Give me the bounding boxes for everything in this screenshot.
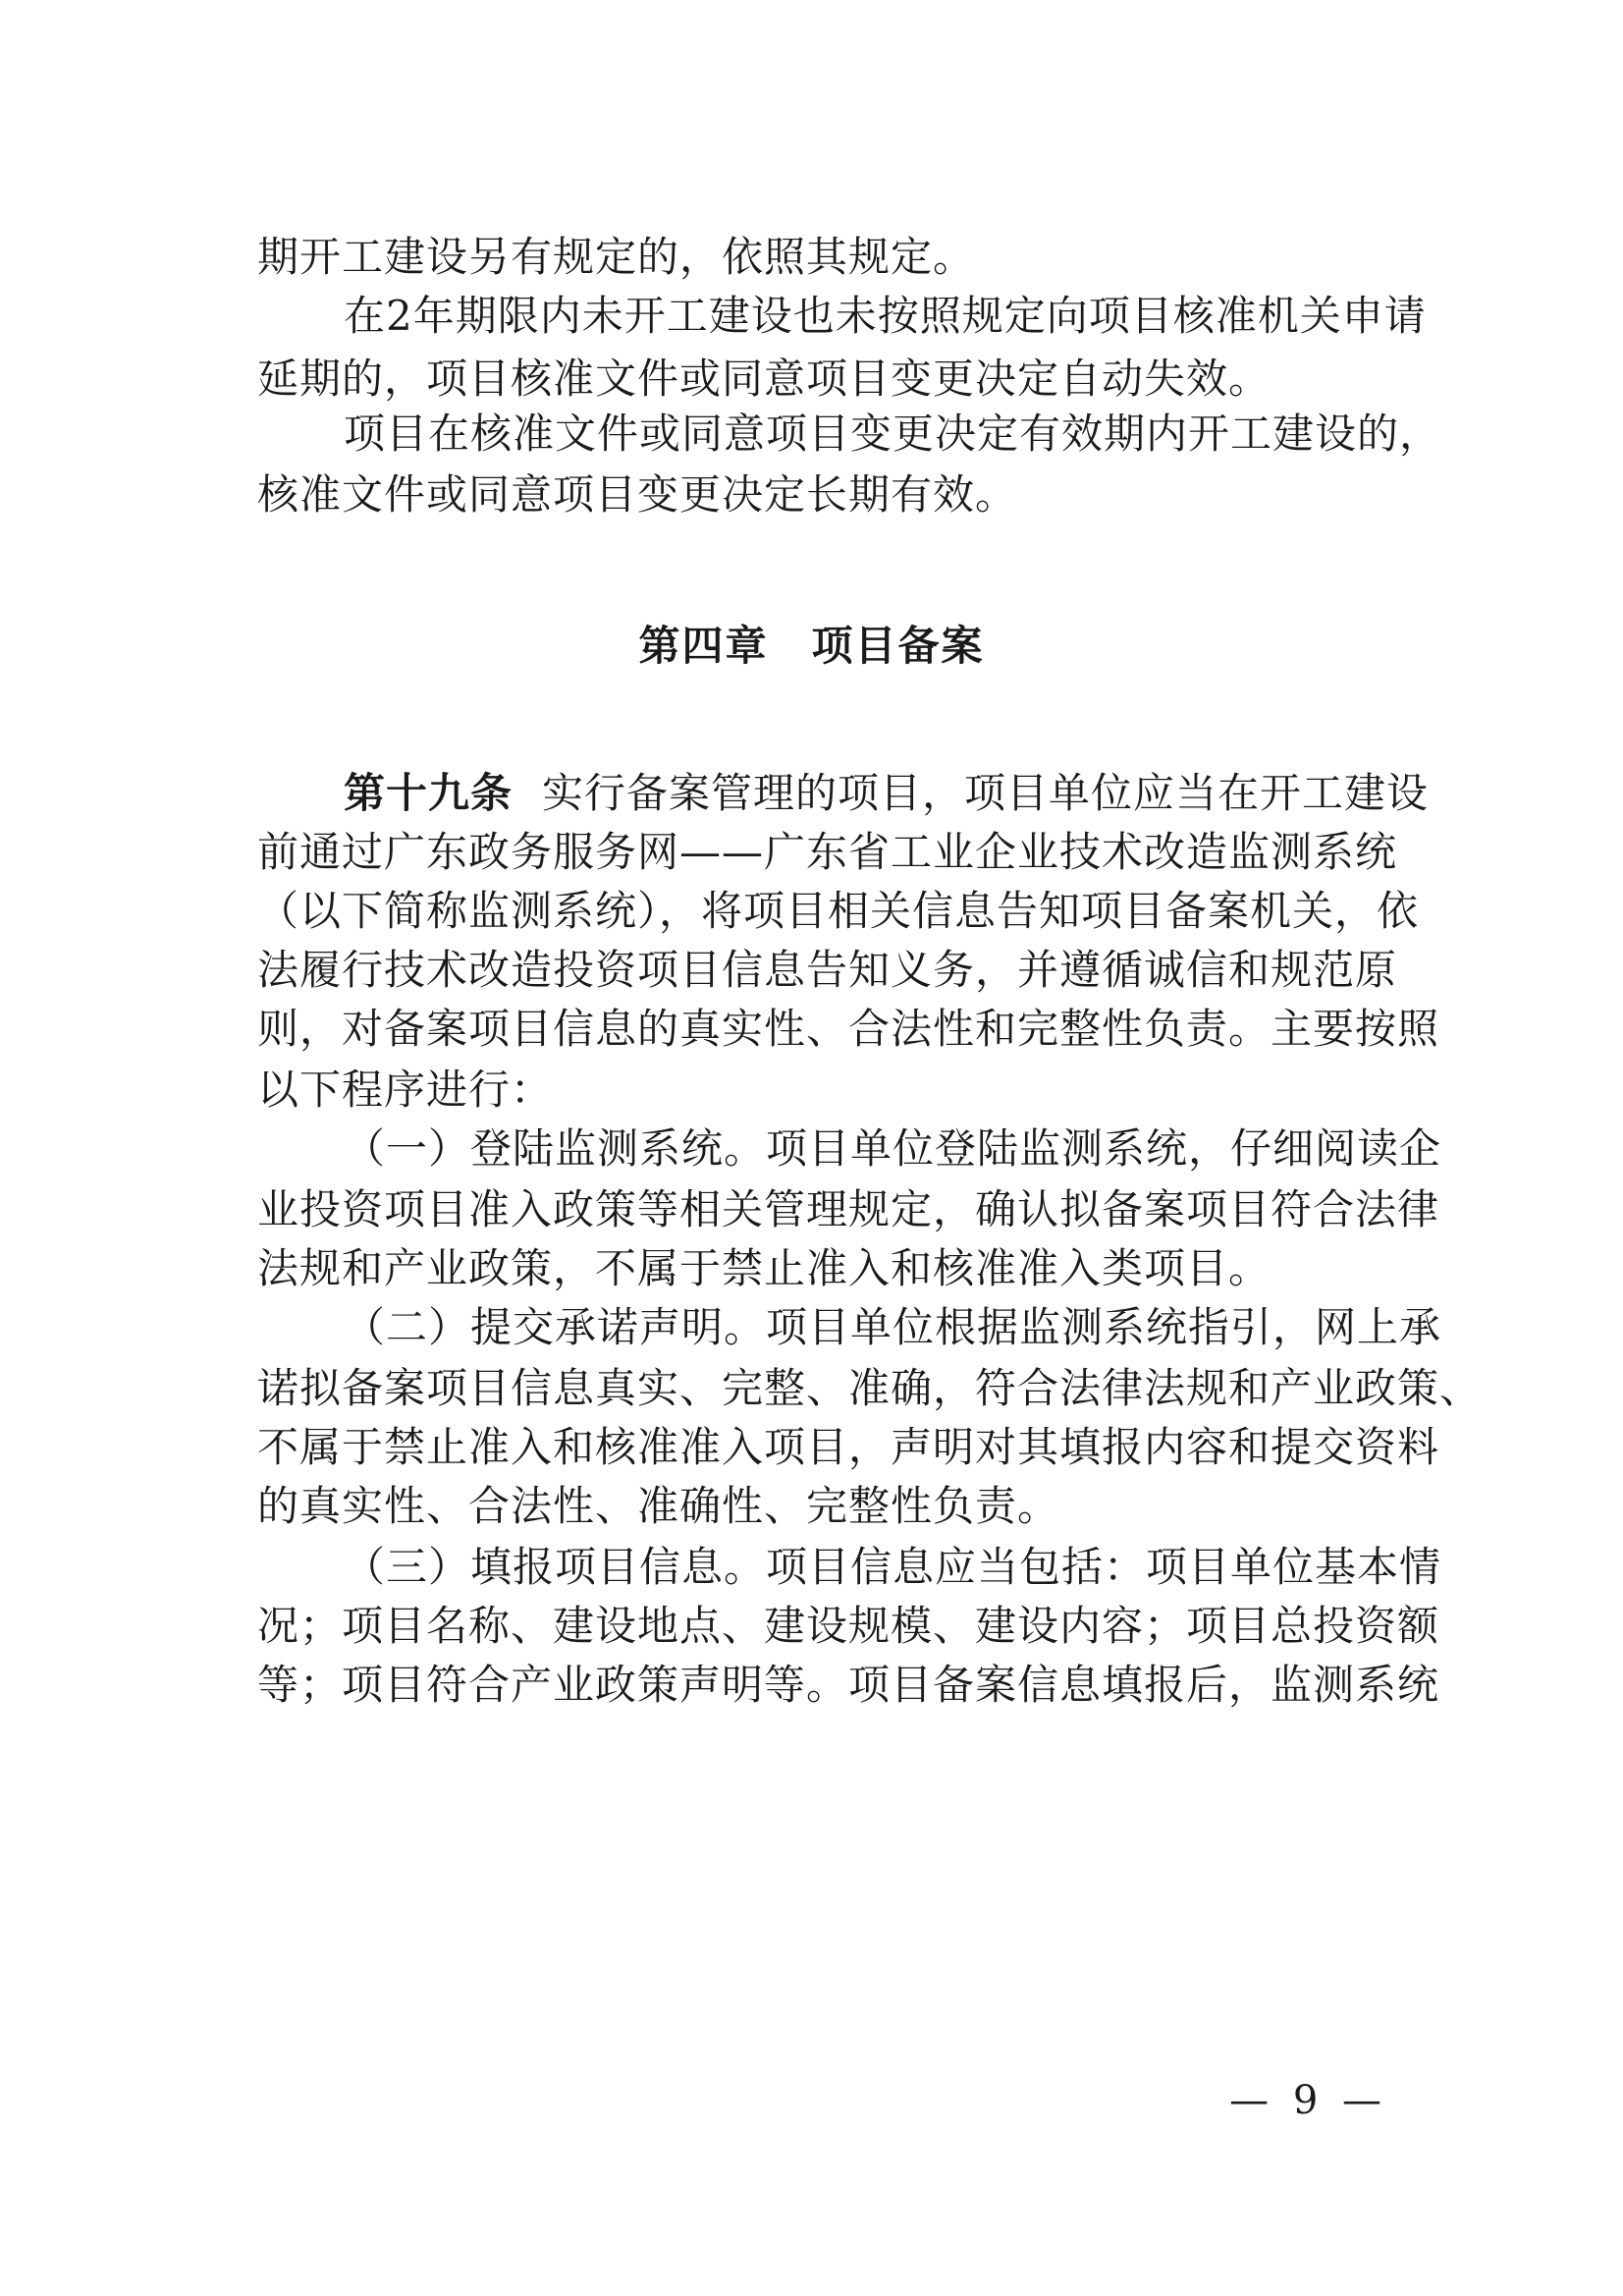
article-19-line-1 [344, 764, 1430, 823]
item-2-line-4: 的真实性、合法性、准确性、完整性负责。 [257, 1482, 1060, 1530]
article-19-line-5: 则，对备案项目信息的真实性、合法性和完整性负责。主要按照 [257, 1005, 1440, 1053]
item-2-line-1: （二）提交承诺声明。项目单位根据监测系统指引，网上承 [344, 1303, 1442, 1351]
chapter-heading: 第四章 项目备案 [638, 622, 985, 670]
article-19-label: 第十九条 [344, 769, 514, 817]
item-1-line-2: 业投资项目准入政策等相关管理规定，确认拟备案项目符合法律 [257, 1185, 1440, 1233]
paragraph-top-line-1: 期开工建设另有规定的，依照其规定。 [257, 233, 976, 281]
item-3-line-3: 等；项目符合产业政策声明等。项目备案信息填报后，监测系统 [257, 1661, 1440, 1709]
paragraph-expiry-line-2: 延期的，项目核准文件或同意项目变更决定自动失效。 [257, 355, 1271, 403]
item-2-line-2: 诺拟备案项目信息真实、完整、准确，符合法律法规和产业政策、 [257, 1364, 1483, 1412]
item-2-line-3: 不属于禁止准入和核准准入项目，声明对其填报内容和提交资料 [257, 1423, 1440, 1471]
article-19-line-1-text: 实行备案管理的项目，项目单位应当在开工建设 [542, 769, 1430, 817]
article-19-line-6: 以下程序进行： [257, 1066, 554, 1114]
item-1-line-3: 法规和产业政策，不属于禁止准入和核准准入类项目。 [257, 1244, 1271, 1292]
paragraph-expiry-line-1: 在2年期限内未开工建设也未按照规定向项目核准机关申请 [344, 292, 1427, 340]
page-number: — 9 — [1229, 2078, 1387, 2123]
article-19-line-3: （以下简称监测系统），将项目相关信息告知项目备案机关，依 [257, 887, 1420, 935]
item-3-line-2: 况；项目名称、建设地点、建设规模、建设内容；项目总投资额 [257, 1602, 1440, 1650]
article-19-line-2: 前通过广东政务服务网——广东省工业企业技术改造监测系统 [257, 828, 1398, 876]
item-3-line-1: （三）填报项目信息。项目信息应当包括：项目单位基本情 [344, 1543, 1442, 1591]
item-1-line-1: （一）登陆监测系统。项目单位登陆监测系统，仔细阅读企 [344, 1124, 1442, 1173]
paragraph-validity-line-1: 项目在核准文件或同意项目变更决定有效期内开工建设的， [344, 410, 1442, 458]
article-19-line-4: 法履行技术改造投资项目信息告知义务，并遵循诚信和规范原 [257, 946, 1398, 994]
paragraph-validity-line-2: 核准文件或同意项目变更决定长期有效。 [257, 470, 1018, 519]
